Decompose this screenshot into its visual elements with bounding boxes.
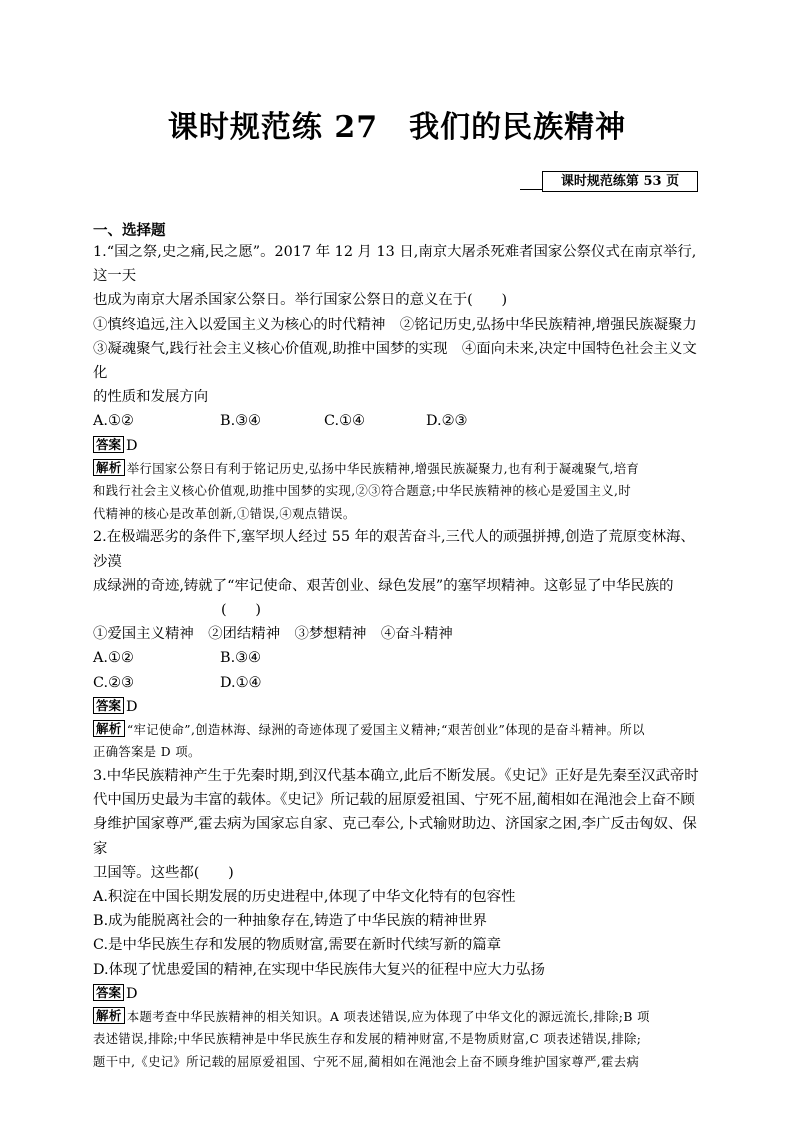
q3-option-d: D.体现了忧患爱国的精神,在实现中华民族伟大复兴的征程中应大力弘扬 — [93, 961, 545, 978]
q3-answer-value: D — [126, 985, 138, 1002]
q3-stem-line: 3.中华民族精神产生于先秦时期,到汉代基本确立,此后不断发展。《史记》正好是先秦至汉武帝时 — [93, 768, 699, 785]
q3-option-c: C.是中华民族生存和发展的物质财富,需要在新时代续写新的篇章 — [93, 937, 502, 954]
q1-answer-value: D — [126, 437, 138, 454]
q3-stem-line: 身维护国家尊严,霍去病为国家忘自家、克己奉公,卜式输财助边、济国家之困,李广反击匈奴、保家 — [93, 816, 697, 857]
analysis-tag: 解析 — [93, 1007, 125, 1024]
q1-analysis-line: 和践行社会主义核心价值观,助推中国梦的实现,②③符合题意;中华民族精神的核心是爱国主义,时 — [93, 484, 632, 499]
answer-tag: 答案 — [93, 436, 124, 453]
q3-analysis-line — [93, 1006, 705, 1029]
q1-item-line: 的性质和发展方向 — [93, 389, 209, 406]
q2-answer-value: D — [126, 698, 138, 715]
q3-option-b: B.成为能脱离社会的一种抽象存在,铸造了中华民族的精神世界 — [93, 913, 487, 930]
q3-stem-line: 卫国等。这些都( ) — [93, 864, 234, 881]
question-list — [93, 240, 705, 1074]
q2-options-row — [93, 646, 705, 670]
q2-analysis-line — [93, 719, 705, 742]
q3-option-a: A.积淀在中国长期发展的历史进程中,体现了中华文化特有的包容性 — [93, 889, 516, 906]
q1-option-c: C.①④ — [324, 413, 365, 430]
page-title: 课时规范练 27 我们的民族精神 — [167, 110, 627, 145]
q2-option-b: B.③④ — [220, 650, 261, 667]
q1-item-line: ③凝魂聚气,践行社会主义核心价值观,助推中国梦的实现 ④面向未来,决定中国特色社会主义文化 — [93, 340, 697, 382]
q1-item-line: ①慎终追远,注入以爱国主义为核心的时代精神 ②铭记历史,弘扬中华民族精神,增强民族凝聚力 — [93, 316, 697, 333]
section-heading: 一、选择题 — [93, 222, 166, 239]
q2-answer-blank: ( ) — [221, 602, 262, 619]
q2-stem-line: 2.在极端恶劣的条件下,塞罕坝人经过 55 年的艰苦奋斗,三代人的顽强拼搏,创造了荒原变林海、沙漠 — [93, 529, 695, 570]
q2-stem-line: 成绿洲的奇迹,铸就了“牢记使命、艰苦创业、绿色发展”的塞罕坝精神。这彰显了中华民族的 — [93, 577, 674, 594]
q2-item-line: ①爱国主义精神 ②团结精神 ③梦想精神 ④奋斗精神 — [93, 626, 453, 643]
q1-analysis-line: 代精神的核心是改革创新,①错误,④观点错误。 — [93, 506, 356, 521]
q1-option-d: D.②③ — [426, 413, 468, 430]
answer-tag: 答案 — [93, 697, 124, 714]
q1-option-a: A.①② — [93, 413, 134, 430]
q2-options-row — [93, 671, 705, 695]
q1-analysis-text: 举行国家公祭日有利于铭记历史,弘扬中华民族精神,增强民族凝聚力,也有利于凝魂聚气,培育 — [126, 461, 640, 476]
q1-stem-line: 1.“国之祭,史之痛,民之愿”。2017 年 12 月 13 日,南京大屠杀死难者国家公祭仪式在南京举行,这一天 — [93, 244, 697, 285]
q2-option-d: D.①④ — [220, 674, 262, 691]
q3-analysis-line: 题干中,《史记》所记载的屈原爱祖国、宁死不屈,蔺相如在渑池会上奋不顾身维护国家尊严,霍去病 — [93, 1055, 640, 1070]
q1-option-b: B.③④ — [220, 413, 261, 430]
q1-stem-line: 也成为南京大屠杀国家公祭日。举行国家公祭日的意义在于( ) — [93, 292, 508, 309]
q3-analysis-line: 表述错误,排除;中华民族精神是中华民族生存和发展的精神财富,不是物质财富,C 项表述错误,排除; — [93, 1032, 642, 1047]
page-reference-box: 课时规范练第 53 页 — [542, 171, 698, 192]
analysis-tag: 解析 — [93, 459, 125, 476]
q2-option-c: C.②③ — [93, 674, 134, 691]
reference-underline — [520, 189, 542, 190]
q3-answer — [93, 982, 705, 1006]
analysis-tag: 解析 — [93, 720, 125, 737]
q1-answer — [93, 434, 705, 458]
q2-analysis-line: 正确答案是 D 项。 — [93, 745, 201, 760]
q1-options — [93, 409, 705, 433]
answer-tag: 答案 — [93, 984, 124, 1001]
q1-analysis-line — [93, 458, 705, 481]
q3-analysis-text: 本题考查中华民族精神的相关知识。A 项表述错误,应为体现了中华文化的源远流长,排除;B 项 — [126, 1009, 650, 1024]
q2-answer — [93, 695, 705, 719]
q2-analysis-text: “牢记使命”,创造林海、绿洲的奇迹体现了爱国主义精神;“艰苦创业”体现的是奋斗精神。所以 — [126, 722, 645, 737]
q3-stem-line: 代中国历史最为丰富的载体。《史记》所记载的屈原爱祖国、宁死不屈,蔺相如在渑池会上奋不顾 — [93, 792, 695, 809]
q2-option-a: A.①② — [93, 650, 134, 667]
